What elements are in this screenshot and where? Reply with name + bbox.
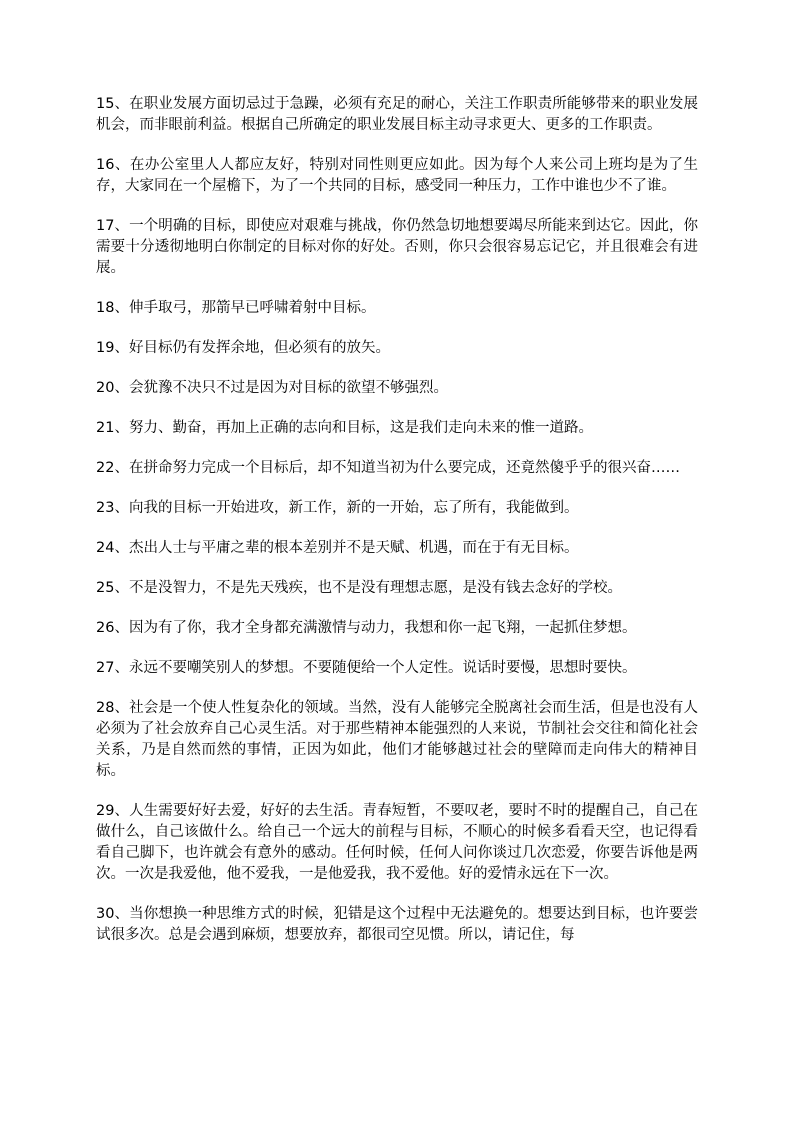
paragraph-23: 23、向我的目标一开始进攻，新工作，新的一开始，忘了所有，我能做到。 xyxy=(96,500,579,516)
paragraph-18: 18、伸手取弓，那箭早已呼啸着射中目标。 xyxy=(96,300,376,316)
paragraph-28: 28、社会是一个使人性复杂化的领域。当然，没有人能够完全脱离社会而生活，但是也没有人必须为了社会放弃自己心灵生活。对于那些精神本能强烈的人来说，节制社会交往和简化社会关系，乃是自然而然的事情，正因为如此，他们才能够越过社会的壁障而走向伟大的精神目标。 xyxy=(96,700,698,779)
paragraph-27: 27、永远不要嘲笑别人的梦想。不要随便给一个人定性。说话时要慢，思想时要快。 xyxy=(96,660,637,676)
paragraph-19: 19、好目标仍有发挥余地，但必须有的放矢。 xyxy=(96,340,390,356)
paragraph-16: 16、在办公室里人人都应友好，特别对同性则更应如此。因为每个人来公司上班均是为了生存，大家同在一个屋檐下，为了一个共同的目标，感受同一种压力，工作中谁也少不了谁。 xyxy=(96,157,698,194)
paragraph-25: 25、不是没智力，不是先天残疾，也不是没有理想志愿，是没有钱去念好的学校。 xyxy=(96,580,622,596)
paragraph-22: 22、在拼命努力完成一个目标后，却不知道当初为什么要完成，还竟然傻乎乎的很兴奋…… xyxy=(96,460,680,476)
paragraph-15: 15、在职业发展方面切忌过于急躁，必须有充足的耐心，关注工作职责所能够带来的职业发展机会，而非眼前利益。根据自己所确定的职业发展目标主动寻求更大、更多的工作职责。 xyxy=(96,96,698,133)
paragraph-17: 17、一个明确的目标，即使应对艰难与挑战，你仍然急切地想要竭尽所能来到达它。因此，你需要十分透彻地明白你制定的目标对你的好处。否则，你只会很容易忘记它，并且很难会有进展。 xyxy=(96,218,698,276)
paragraph-26: 26、因为有了你，我才全身都充满激情与动力，我想和你一起飞翔，一起抓住梦想。 xyxy=(96,620,637,636)
paragraph-20: 20、会犹豫不决只不过是因为对目标的欲望不够强烈。 xyxy=(96,380,448,396)
paragraph-24: 24、杰出人士与平庸之辈的根本差别并不是天赋、机遇，而在于有无目标。 xyxy=(96,540,579,556)
document-body xyxy=(96,94,698,946)
paragraph-21: 21、努力、勤奋，再加上正确的志向和目标，这是我们走向未来的惟一道路。 xyxy=(96,420,593,436)
paragraph-30: 30、当你想换一种思维方式的时候，犯错是这个过程中无法避免的。想要达到目标，也许要尝试很多次。总是会遇到麻烦，想要放弃，都很司空见惯。所以，请记住，每 xyxy=(96,906,698,943)
paragraph-29: 29、人生需要好好去爱，好好的去生活。青春短暂，不要叹老，要时不时的提醒自己，自己在做什么，自己该做什么。给自己一个远大的前程与目标，不顺心的时候多看看天空，也记得看看自己脚下，也许就会有意外的感动。任何时候，任何人问你谈过几次恋爱，你要告诉他是两次。一次是我爱他，他不爱我，一是他爱我，我不爱他。好的爱情永远在下一次。 xyxy=(96,803,698,882)
